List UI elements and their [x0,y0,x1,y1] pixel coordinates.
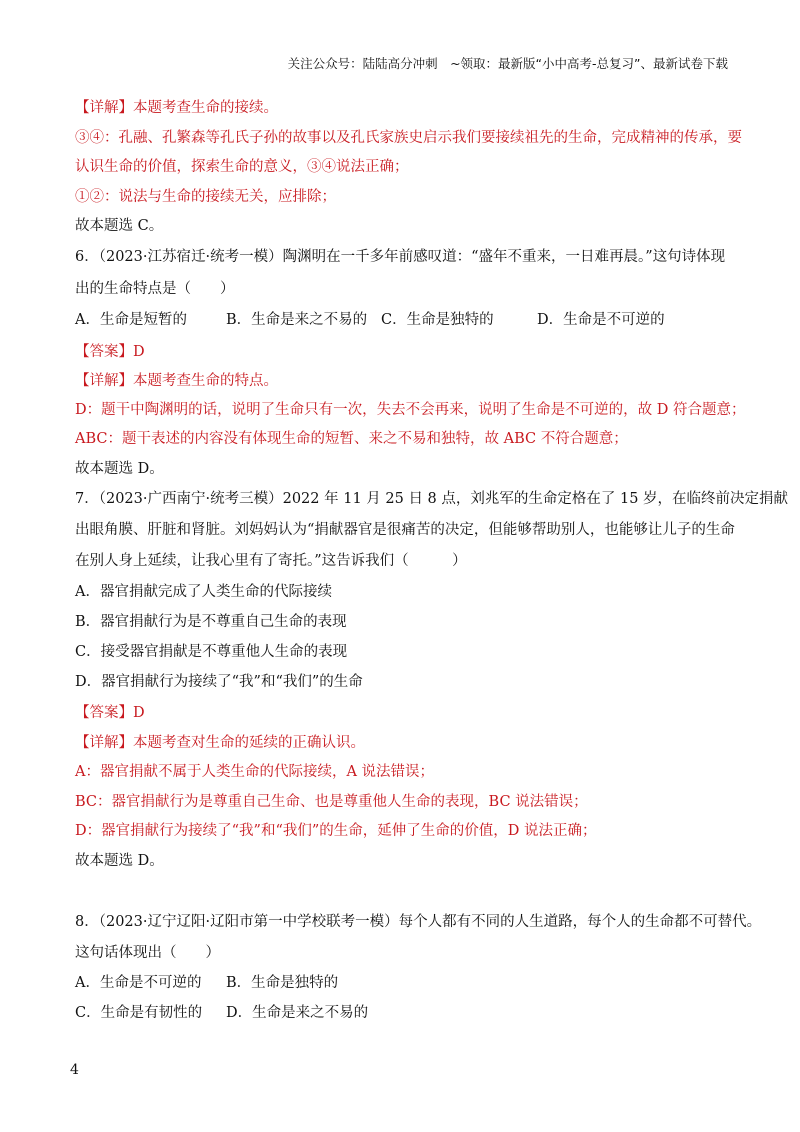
q8-stem-line: 8．（2023·辽宁辽阳·辽阳市第一中学校联考一模）每个人都有不同的人生道路，每个人的生命都不可替代。 [75,914,762,930]
q7-stem-line: 出眼角膜、肝脏和肾脏。刘妈妈认为“捐献器官是很痛苦的决定，但能够帮助别人，也能够让儿子的生命 [75,522,735,538]
q5-conclusion: 故本题选 C。 [75,218,164,234]
q7-option-b: B．器官捐献行为是不尊重自己生命的表现 [75,614,347,630]
q5-analysis-line: ①②：说法与生命的接续无关，应排除； [75,189,336,205]
q5-analysis: 【详解】本题考查生命的接续。 [75,100,278,116]
q7-conclusion: 故本题选 D。 [75,853,164,869]
q7-option-a: A．器官捐献完成了人类生命的代际接续 [75,584,332,600]
q6-option-b: B．生命是来之不易的 [226,312,368,328]
q6-stem-line: 6．（2023·江苏宿迁·统考一模）陶渊明在一千多年前感叹道：“盛年不重来，一日难再晨。”这句诗体现 [75,249,726,265]
q7-option-c: C．接受器官捐献是不尊重他人生命的表现 [75,644,348,660]
q7-analysis: 【详解】本题考查对生命的延续的正确认识。 [75,735,365,751]
q8-option-b: B．生命是独特的 [226,975,339,991]
page-header: 关注公众号：陆陆高分冲刺 ~领取：最新版“小中高考-总复习”、最新试卷下载 [287,56,728,71]
q7-analysis-line: BC：器官捐献行为是尊重自己生命、也是尊重他人生命的表现，BC 说法错误； [75,794,588,810]
q8-option-c: C．生命是有韧性的 [75,1005,203,1021]
q7-stem-line: 7．（2023·广西南宁·统考三模）2022 年 11 月 25 日 8 点，刘兆军的生命定格在了 15 岁，在临终前决定捐献 [75,491,789,507]
q5-analysis-line: ③④：孔融、孔繁森等孔氏子孙的故事以及孔氏家族史启示我们要接续祖先的生命，完成精神的传承，要 [75,130,742,146]
q6-analysis: 【详解】本题考查生命的特点。 [75,373,278,389]
page-number: 4 [70,1062,79,1078]
q7-answer: 【答案】D [75,705,145,721]
q5-analysis-line: 认识生命的价值，探索生命的意义，③④说法正确； [75,159,409,175]
q6-option-c: C．生命是独特的 [381,312,494,328]
q6-analysis-line: D：题干中陶渊明的话，说明了生命只有一次，失去不会再来，说明了生命是不可逆的，故 D 符合题意； [75,402,746,418]
q7-analysis-line: A：器官捐献不属于人类生命的代际接续，A 说法错误； [75,764,435,780]
q8-stem-line: 这句话体现出（ ） [75,945,220,961]
q7-stem-line: 在别人身上延续，让我心里有了寄托。”这告诉我们（ ） [75,553,467,569]
q6-stem-line: 出的生命特点是（ ） [75,281,235,297]
q7-option-d: D．器官捐献行为接续了“我”和“我们”的生命 [75,674,363,690]
q8-option-d: D．生命是来之不易的 [226,1005,369,1021]
q6-conclusion: 故本题选 D。 [75,461,164,477]
q6-answer: 【答案】D [75,344,145,360]
q6-option-d: D．生命是不可逆的 [537,312,665,328]
q6-analysis-line: ABC：题干表述的内容没有体现生命的短暂、来之不易和独特，故 ABC 不符合题意； [75,431,628,447]
q8-option-a: A．生命是不可逆的 [75,975,202,991]
q7-analysis-line: D：器官捐献行为接续了“我”和“我们”的生命，延伸了生命的价值，D 说法正确； [75,823,597,839]
q6-option-a: A．生命是短暂的 [75,312,187,328]
